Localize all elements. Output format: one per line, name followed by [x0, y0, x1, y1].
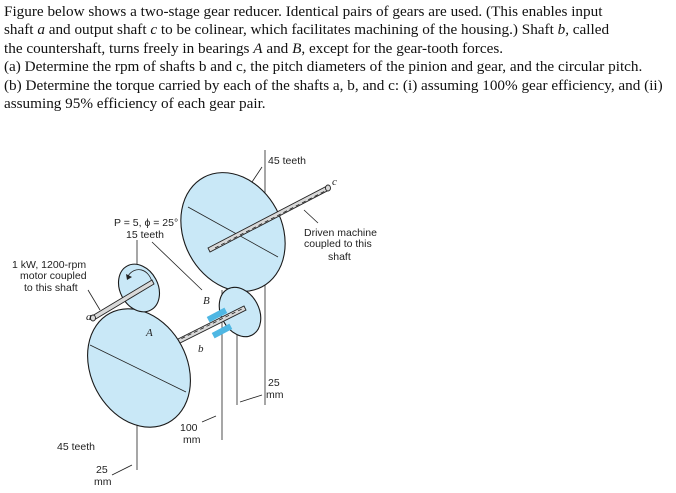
gear-45-top — [161, 154, 306, 309]
problem-part-a: (a) Determine the rpm of shafts b and c, the pitch diameters of the pinion and gear, and the circular pitch. — [4, 58, 643, 76]
leader-driven — [304, 210, 318, 223]
label-25-bottom-unit: mm — [94, 476, 112, 488]
problem-line-2: shaft a and output shaft c to be colinear, which facilitates machining of the housing.) Shaft b, called — [4, 21, 610, 39]
label-45-teeth-top: 45 teeth — [268, 155, 306, 167]
label-45-teeth-bottom: 45 teeth — [57, 441, 95, 453]
problem-statement — [4, 3, 672, 113]
leader-25-right — [240, 395, 262, 402]
label-25-right-value: 25 — [268, 377, 280, 389]
problem-line-1: Figure below shows a two-stage gear reducer. Identical pairs of gears are used. (This enables input — [4, 3, 603, 20]
problem-line-3: the countershaft, turns freely in bearings A and B, except for the gear-tooth forces. — [4, 39, 504, 57]
problem-part-b: (b) Determine the torque carried by each of the shafts a, b, and c: (i) assuming 100% gear efficiency, and (ii) assuming 95% efficiency of each gear pair. — [4, 76, 663, 113]
leader-45-top — [252, 167, 262, 182]
label-25-right-unit: mm — [266, 389, 284, 401]
label-25-bottom-value: 25 — [96, 464, 108, 476]
label-100-unit: mm — [183, 434, 201, 446]
label-motor-1: 1 kW, 1200-rpm — [12, 259, 87, 271]
label-shaft-c: c — [332, 176, 337, 188]
label-shaft-b: b — [198, 343, 204, 355]
label-shaft-a: a — [86, 311, 92, 323]
label-bearing-B: B — [203, 295, 210, 307]
leader-100 — [202, 416, 216, 422]
label-bearing-A: A — [146, 327, 153, 339]
label-driven-3: shaft — [328, 251, 351, 263]
leader-motor — [88, 290, 100, 310]
label-pinion-spec: P = 5, ϕ = 25° — [114, 217, 179, 229]
label-driven-1: Driven machine — [304, 227, 377, 239]
gear-reducer-figure — [0, 140, 676, 493]
label-100-value: 100 — [180, 422, 198, 434]
label-pinion-teeth: 15 teeth — [126, 229, 164, 241]
label-motor-3: to this shaft — [24, 282, 78, 294]
leader-25-bottom — [112, 465, 132, 475]
label-motor-2: motor coupled — [20, 270, 87, 282]
label-driven-2: coupled to this — [304, 238, 372, 250]
